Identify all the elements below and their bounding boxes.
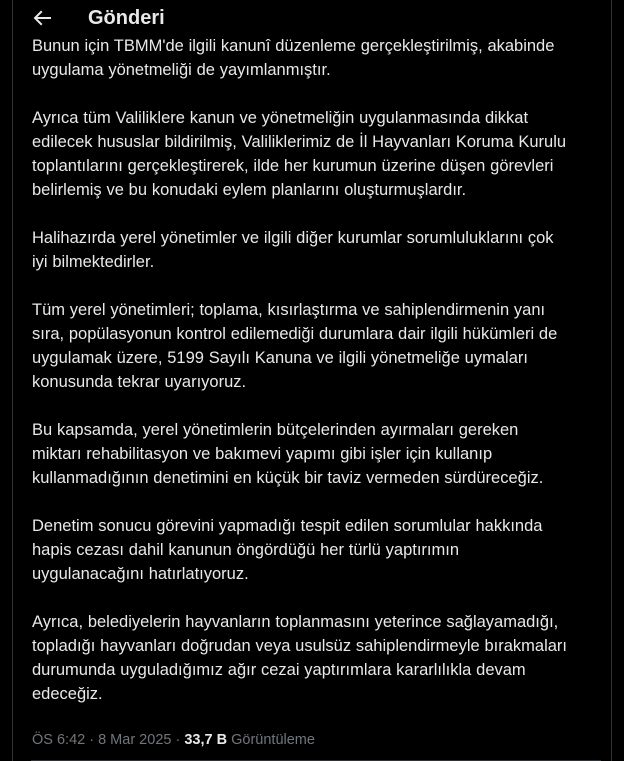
- post-metadata: [32, 730, 598, 750]
- post-date: 8 Mar 2025: [98, 732, 172, 748]
- views-count: 33,7 B: [184, 732, 228, 748]
- post-paragraph: Ayrıca, belediyelerin hayvanların toplanmasını yeterince sağlayamadığı, topladığı hayvanları doğrudan veya usulsüz sahiplendirmeyle bırakmaları durumunda uyguladığımız ağır cezai yaptırımlara kararlılıkla devam edeceğiz.: [32, 613, 568, 703]
- post-body: [32, 34, 598, 750]
- arrow-left-icon: [30, 6, 54, 30]
- back-button[interactable]: [30, 6, 54, 30]
- post-timestamp-link[interactable]: [32, 732, 171, 748]
- views-link[interactable]: [184, 732, 315, 748]
- post-paragraph: Denetim sonucu görevini yapmadığı tespit edilen sorumlular hakkında hapis cezası dahil kanunun öngördüğü her türlü yaptırımın uygulanacağını hatırlatıyoruz.: [32, 517, 543, 583]
- views-label: Görüntüleme: [231, 732, 315, 748]
- post-detail-panel: [12, 0, 612, 761]
- post-paragraph: Bu kapsamda, yerel yönetimlerin bütçelerinden ayırmaları gereken miktarı rehabilitasyon ve bakımevi yapımı gibi işler için kullanıp kullanmadığının denetimini en küçük bir taviz vermeden sürdüreceğiz.: [32, 421, 544, 487]
- meta-separator: ·: [85, 732, 99, 748]
- post-time: ÖS 6:42: [32, 732, 86, 748]
- post-paragraph: Ayrıca tüm Valiliklere kanun ve yönetmeliğin uygulanmasında dikkat edilecek hususlar bildirilmiş, Valiliklerimiz de İl Hayvanları Koruma Kurulu toplantılarını gerçekleştirerek, ilde her kurumun üzerine düşen görevleri belirlemiş ve bu konudaki eylem planlarını oluşturmuşlardır.: [32, 109, 567, 199]
- top-header-bar: [13, 0, 612, 36]
- meta-separator: ·: [171, 732, 185, 748]
- page-title: Gönderi: [88, 7, 165, 29]
- post-paragraph: Tüm yerel yönetimleri; toplama, kısırlaştırma ve sahiplendirmenin yanı sıra, popülasyonun kontrol edilemediği durumlara dair ilgili hükümleri de uygulamak üzere, 5199 Sayılı Kanuna ve ilgili yönetmeliğe uymaları konusunda tekrar uyarıyoruz.: [32, 301, 558, 391]
- post-paragraph: Halihazırda yerel yönetimler ve ilgili diğer kurumlar sorumluluklarını çok iyi bilmektedirler.: [32, 229, 554, 271]
- post-paragraph: Bunun için TBMM'de ilgili kanunî düzenleme gerçekleştirilmiş, akabinde uygulama yönetmeliği de yayımlanmıştır.: [32, 37, 555, 79]
